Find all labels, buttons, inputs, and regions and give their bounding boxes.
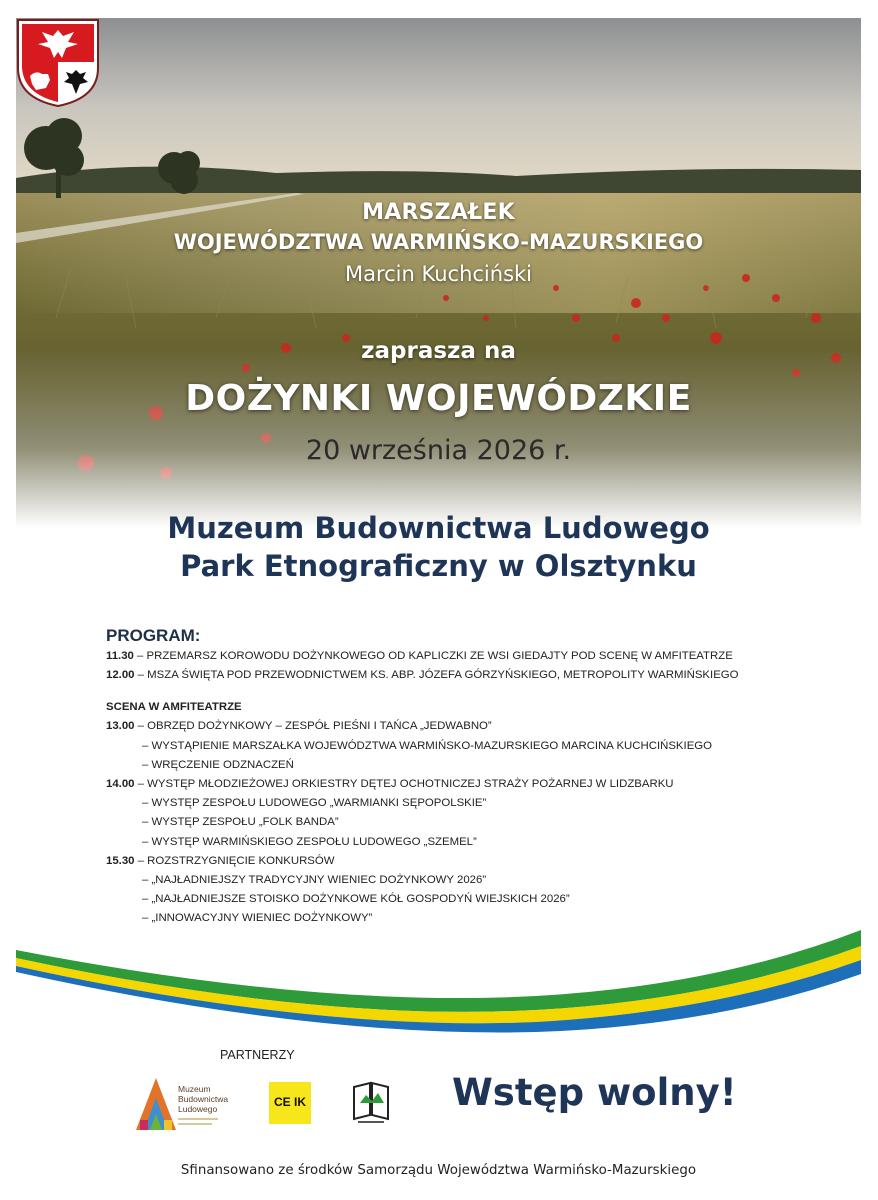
event-date: 20 września 2026 r.: [305, 435, 572, 466]
ceik-logo: [269, 1082, 311, 1124]
program-row: [106, 717, 846, 736]
header-title-marszalek: MARSZAŁEK: [362, 200, 515, 225]
scena-title: SCENA W AMFITEATRZE: [106, 701, 242, 714]
partners-label: PARTNERZY: [220, 1048, 295, 1062]
decorative-wave: [16, 918, 861, 1033]
venue-subtitle: Park Etnograficzny w Olsztynku: [180, 549, 697, 583]
program-row: [106, 666, 846, 685]
program-time: 14.00: [106, 778, 135, 791]
program-text: – WYSTĘP WARMIŃSKIEGO ZESPOŁU LUDOWEGO „SZEMEL”: [142, 835, 477, 848]
program-text: – WYSTĄPIENIE MARSZAŁKA WOJEWÓDZTWA WARMIŃSKO-MAZURSKIEGO MARCINA KUCHCIŃSKIEGO: [142, 739, 713, 752]
header-title-wojewodztwo: WOJEWÓDZTWA WARMIŃSKO-MAZURSKIEGO: [173, 230, 704, 254]
program-row: [106, 813, 846, 832]
program-text: – „INNOWACYJNY WIENIEC DOŻYNKOWY”: [142, 912, 373, 925]
program-row: [106, 871, 846, 890]
program-row: [106, 852, 846, 871]
program-text: – „NAJŁADNIEJSZY TRADYCYJNY WIENIEC DOŻYNKOWY 2026”: [142, 874, 487, 887]
program-time: 11.30: [106, 650, 134, 662]
program-text: – WRĘCZENIE ODZNACZEŃ: [142, 758, 294, 771]
invite-text: zaprasza na: [361, 338, 516, 364]
program-text: – WYSTĘP ZESPOŁU LUDOWEGO „WARMIANKI SĘPOPOLSKIE”: [142, 797, 487, 810]
program-section: [106, 626, 846, 929]
program-text: – OBRZĘD DOŻYNKOWY – ZESPÓŁ PIEŚNI I TAŃCA „JEDWABNO”: [134, 720, 492, 733]
program-row: [106, 775, 846, 794]
program-title: PROGRAM:: [106, 626, 201, 645]
program-text: – WYSTĘP MŁODZIEŻOWEJ ORKIESTRY DĘTEJ OCHOTNICZEJ STRAŻY POŻARNEJ W LIDZBARKU: [134, 778, 674, 791]
museum-logo-line1: Muzeum: [178, 1084, 211, 1094]
program-text: – ROZSTRZYGNIĘCIE KONKURSÓW: [134, 854, 335, 867]
program-text: – MSZA ŚWIĘTA POD PRZEWODNICTWEM KS. ABP. JÓZEFA GÓRZYŃSKIEGO, METROPOLITY WARMIŃSKIEGO: [134, 669, 739, 682]
program-row: [106, 890, 846, 909]
program-opening-list: [106, 647, 846, 685]
program-time: 15.30: [106, 854, 135, 867]
ceik-logo-text: CE IK: [273, 1095, 306, 1109]
program-time: 13.00: [106, 720, 135, 733]
program-row: [106, 647, 846, 666]
header-name: Marcin Kuchciński: [344, 262, 533, 286]
funding-note: Sfinansowano ze środków Samorządu Województwa Warmińsko-Mazurskiego: [180, 1163, 697, 1178]
poster: [16, 18, 861, 1200]
museum-logo-line2: Budownictwa: [178, 1094, 229, 1104]
program-text: – WYSTĘP ZESPOŁU „FOLK BANDA”: [142, 816, 339, 829]
event-title: DOŻYNKI WOJEWÓDZKIE: [185, 378, 692, 419]
program-row: [106, 756, 846, 775]
museum-logo-line3: Ludowego: [178, 1104, 218, 1114]
venue-name: Muzeum Budownictwa Ludowego: [167, 511, 710, 545]
program-scena-list: [106, 717, 846, 928]
book-logo: [350, 1081, 392, 1125]
program-row: [106, 833, 846, 852]
program-row: [106, 794, 846, 813]
museum-logo: [134, 1076, 234, 1134]
program-row: [106, 737, 846, 756]
free-admission-text: Wstęp wolny!: [452, 1071, 737, 1114]
program-text: – PRZEMARSZ KOROWODU DOŻYNKOWEGO OD KAPLICZKI ZE WSI GIEDAJTY POD SCENĘ W AMFITEATRZE: [133, 650, 733, 662]
program-time: 12.00: [106, 669, 135, 682]
program-text: – „NAJŁADNIEJSZE STOISKO DOŻYNKOWE KÓŁ GOSPODYŃ WIEJSKICH 2026”: [142, 893, 570, 906]
coat-of-arms-icon: [16, 18, 100, 108]
hero-field-photo: [16, 18, 861, 528]
